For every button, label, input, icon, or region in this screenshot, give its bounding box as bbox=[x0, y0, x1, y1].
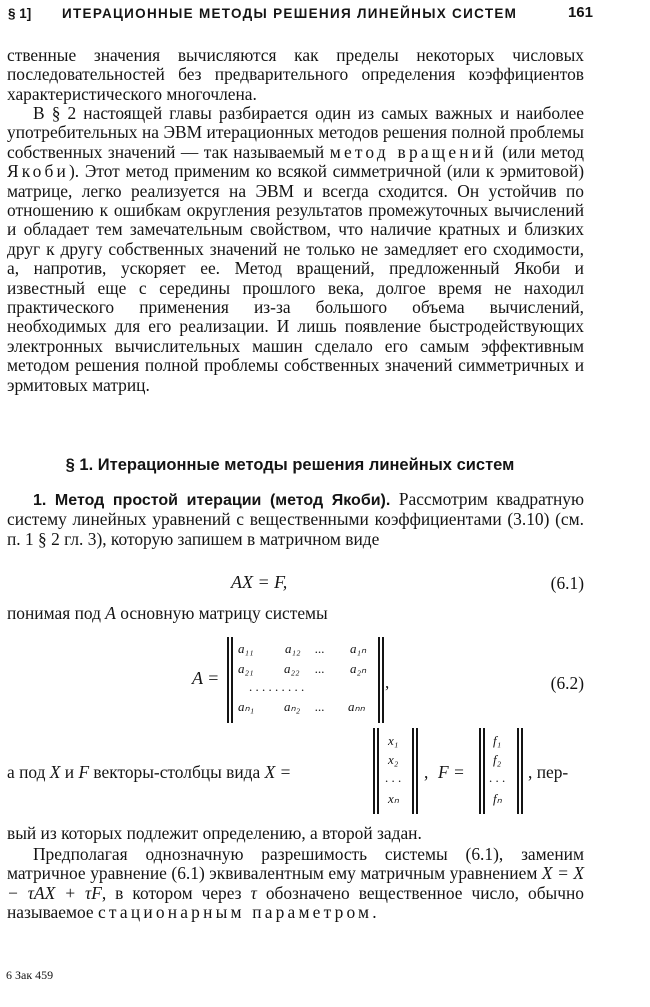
header-section: § 1] bbox=[8, 6, 32, 21]
subsection-title: 1. Метод простой итерации (метод Якоби). bbox=[33, 492, 391, 509]
footer-signature: 6 Зак 459 bbox=[6, 968, 54, 982]
equation-6-1: AX = F, bbox=[231, 572, 288, 592]
page-number: 161 bbox=[567, 4, 593, 21]
equation-number-6-2: (6.2) bbox=[550, 673, 584, 693]
line-under-a: понимая под A основную матрицу системы bbox=[7, 603, 328, 623]
paragraph-1: ственные значения вычисляются как пределы некоторых числовых последовательностей без предварительного определения коэффициентов характеристического многочлена. bbox=[7, 45, 584, 104]
equation-number-6-1: (6.1) bbox=[550, 573, 584, 593]
subsection-paragraph: 1. Метод простой итерации (метод Якоби). Рассмотрим квадратную систему линейных уравнений с вещественными коэффициентами (3.10) (см. п. 1 § 2 гл. 3), которую запишем в матричном виде bbox=[7, 489, 584, 549]
paragraph-last: Предполагая однозначную разрешимость системы (6.1), заменим матричное уравнение (6.1) эквивалентным ему матричным уравнением X = X − τAX + τF, в котором через τ обозначено вещественное число, обычно называемое стационарным параметром. bbox=[7, 844, 584, 923]
running-header bbox=[8, 4, 593, 26]
header-title: ИТЕРАЦИОННЫЕ МЕТОДЫ РЕШЕНИЯ ЛИНЕЙНЫХ СИСТЕМ bbox=[62, 6, 518, 21]
paragraph-2: В § 2 настоящей главы разбирается один из самых важных и наиболее употребительных на ЭВМ итерационных методов решения полной проблемы собственных значений — так называемый метод вращений (или метод Якоби). Этот метод применим ко всякой симметричной (или к эрмитовой) матрице, легко реализуется на ЭВМ и всегда сходится. Он устойчив по отношению к ошибкам округления результатов промежуточных вычислений и обладает тем замечательным свойством, что наличие кратных и близких друг к другу собственных значений не только не замедляет его сходимости, а, напротив, ускоряет ее. Метод вращений, предложенный Якоби и известный еще с середины прошлого века, долгое время не находил практического применения из-за большого объема вычислений, необходимых для его реализации. И лишь появление быстродействующих электронных вычислительных машин сделало его самым эффективным методом решения полной проблемы собственных значений симметричных и эрмитовых матриц. bbox=[7, 103, 584, 395]
line-first: вый из которых подлежит определению, а второй задан. bbox=[7, 823, 422, 843]
section-heading: § 1. Итерационные методы решения линейных систем bbox=[65, 456, 515, 474]
